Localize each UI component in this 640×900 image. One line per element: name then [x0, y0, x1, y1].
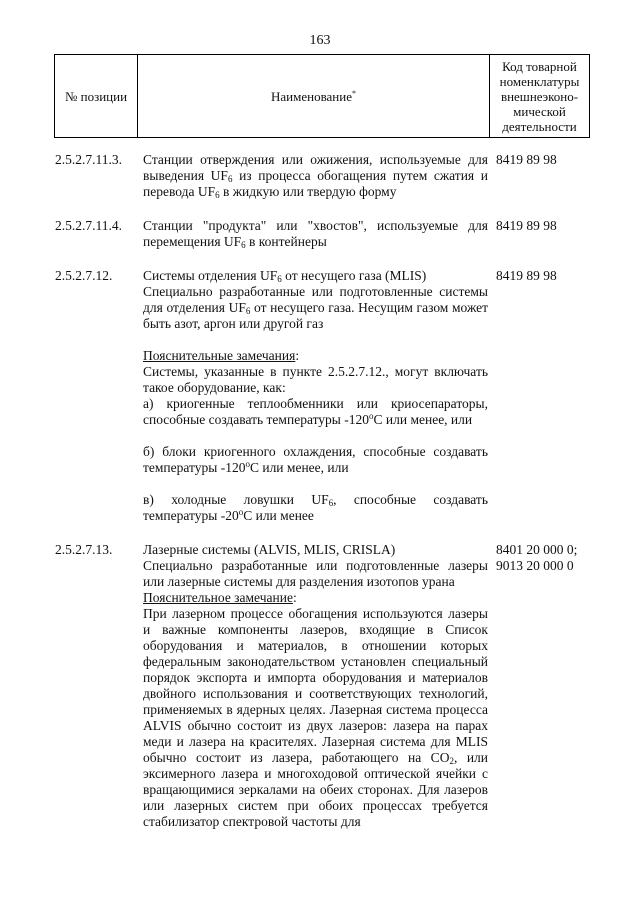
- entry-text: [143, 542, 488, 830]
- note-heading: Пояснительные замечания:: [143, 348, 300, 363]
- entry-text: Станции "продукта" или "хвостов", используемые для перемещения $UF_6$ в контейнеры: [143, 218, 488, 250]
- note-item-b: б) блоки криогенного охлаждения, способные создавать температуры -120$^o$C или менее, или: [143, 444, 488, 475]
- entry-code: 8419 89 98: [496, 268, 557, 283]
- entries: [54, 152, 594, 848]
- header-name: [138, 55, 490, 138]
- header-name-footnote-mark: *: [352, 88, 356, 98]
- entry-text: Станции отверждения или ожижения, используемые для выведения $UF_6$ из процесса обогащения путем сжатия и перевода $UF_6$ в жидкую или твердую форму: [143, 152, 488, 200]
- entry-code: [488, 542, 594, 830]
- header-table: [54, 54, 590, 138]
- note-paragraph: При лазерном процессе обогащения используются лазеры и важные компоненты лазеров, входящие в Список оборудования и материалов, в отношении которых федеральным законодательством установлен специальный порядок экспорта и импорта оборудования и материалов двойного использования и соответствующих технологий, применяемых в ядерных целях. Лазерная система процесса ALVIS обычно состоит из двух лазеров: лазера на парах меди и лазера на красителях. Лазерная система для MLIS обычно состоит из лазера, работающего на $CO_2$, или эксимерного лазера и многоходовой оптической ячейки с вращающимися зеркалами на обеих сторонах. Для лазеров или лазерных систем при обоих процессах требуется стабилизатор спектровой частоты для: [143, 606, 489, 829]
- entry-text: [143, 268, 488, 524]
- entry-code: 8419 89 98: [496, 218, 557, 233]
- entry-position: 2.5.2.7.12.: [55, 268, 113, 283]
- entry-code-1: 8401 20 000 0;: [496, 542, 578, 557]
- header-name-text: Наименование: [271, 88, 352, 104]
- entry-title: Системы отделения $UF_6$ от несущего газа (MLIS): [143, 268, 427, 284]
- entry-description: Специально разработанные или подготовленные системы для отделения $UF_6$ от несущего газа. Несущим газом может быть азот, аргон или другой газ: [143, 284, 488, 331]
- entry-2-5-2-7-13: [54, 542, 594, 830]
- entry-position: 2.5.2.7.13.: [55, 542, 113, 557]
- header-code: Код товарной номенклатуры внешнеэконо- мической деятельности: [490, 55, 590, 138]
- entry-2-5-2-7-11-3: [54, 152, 594, 200]
- note-item-a: а) криогенные теплообменники или криосепараторы, способные создавать температуры -120$^o$C или менее, или: [143, 396, 488, 427]
- entry-2-5-2-7-12: [54, 268, 594, 524]
- entry-code: 8419 89 98: [496, 152, 557, 167]
- entry-description: Специально разработанные или подготовленные лазеры или лазерные системы для разделения изотопов урана: [143, 558, 488, 589]
- note-intro: Системы, указанные в пункте 2.5.2.7.12., могут включать такое оборудование, как:: [143, 364, 488, 395]
- note-heading: Пояснительное замечание:: [143, 590, 297, 605]
- entry-code-2: 9013 20 000 0: [496, 558, 574, 573]
- entry-position: 2.5.2.7.11.3.: [55, 152, 122, 167]
- entry-2-5-2-7-11-4: [54, 218, 594, 250]
- note-item-c: в) холодные ловушки $UF_6$, способные создавать температуры -20$^o$C или менее: [143, 492, 488, 523]
- header-position: № позиции: [55, 55, 138, 138]
- page-number: 163: [309, 33, 331, 48]
- entry-position: 2.5.2.7.11.4.: [55, 218, 122, 233]
- entry-title: Лазерные системы (ALVIS, MLIS, CRISLA): [143, 542, 396, 557]
